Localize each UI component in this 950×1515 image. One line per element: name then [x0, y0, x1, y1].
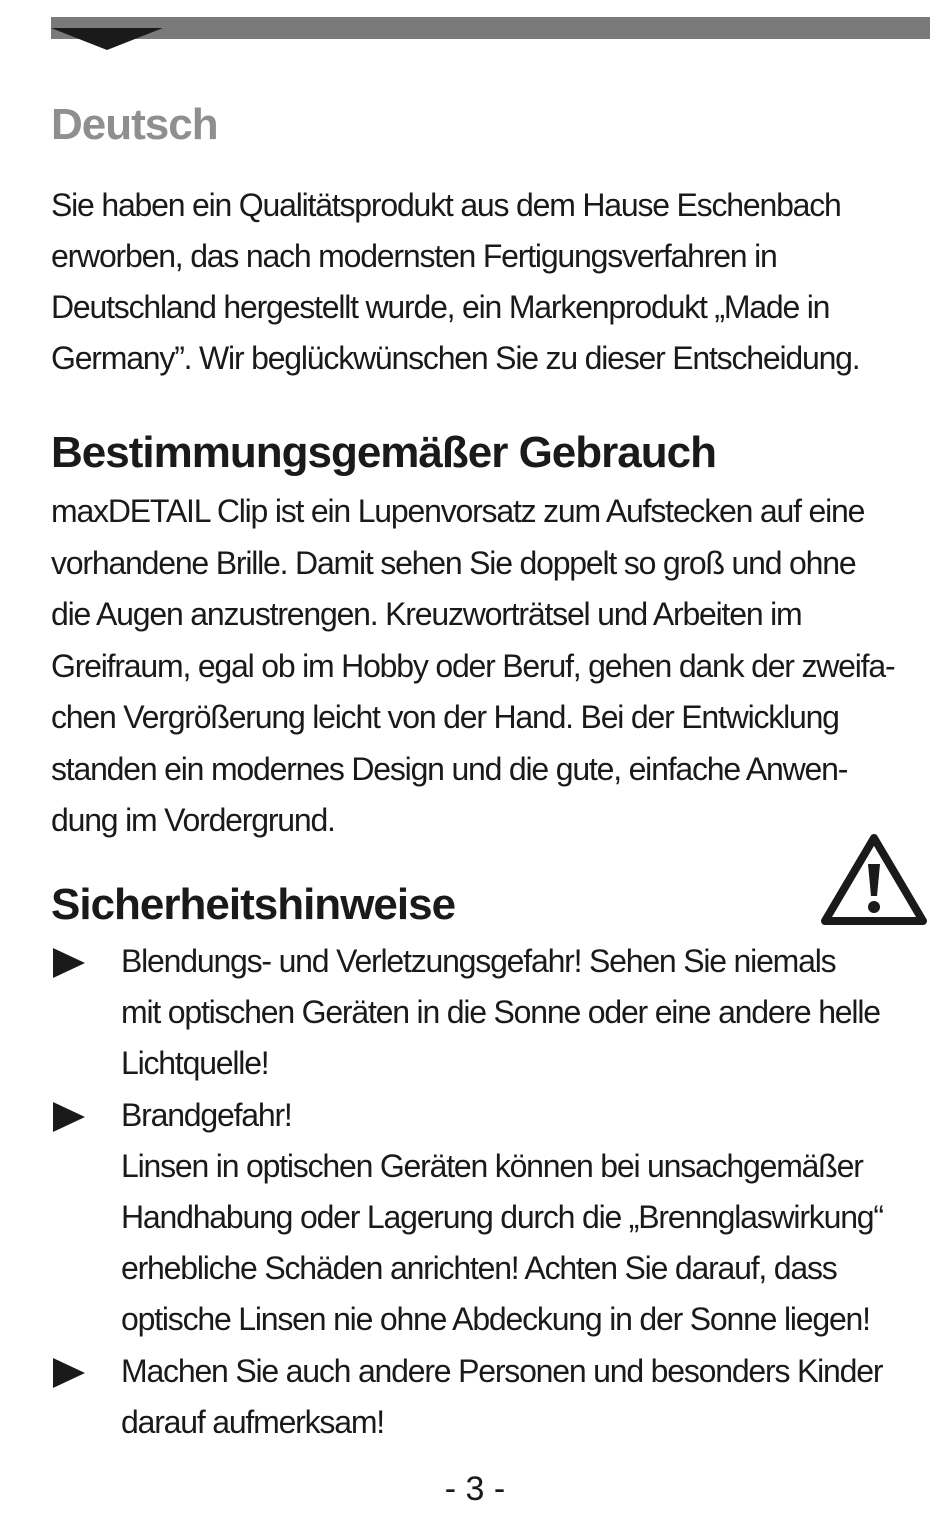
safety-item-line: optische Linsen nie ohne Abdeckung in der Sonne liegen!: [121, 1301, 870, 1338]
usage-heading: Bestimmungsgemäßer Gebrauch: [51, 428, 716, 477]
safety-item: [51, 1090, 931, 1346]
safety-item-line: Brandgefahr!: [121, 1096, 292, 1133]
usage-line: Greifraum, egal ob im Hobby oder Beruf, gehen dank der zweifa-: [51, 647, 895, 684]
language-heading: Deutsch: [51, 100, 218, 149]
safety-item-line: Lichtquelle!: [121, 1045, 269, 1082]
page-number: - 3 -: [444, 1470, 506, 1508]
header-rule: [51, 17, 930, 39]
safety-item-line: Linsen in optischen Geräten können bei unsachgemäßer: [121, 1147, 863, 1184]
usage-line: vorhandene Brille. Damit sehen Sie doppelt so groß und ohne: [51, 544, 856, 581]
safety-item-line: mit optischen Geräten in die Sonne oder eine andere helle: [121, 994, 880, 1031]
safety-item-line: erhebliche Schäden anrichten! Achten Sie darauf, dass: [121, 1250, 837, 1287]
intro-line: erworben, das nach modernsten Fertigungsverfahren in: [51, 238, 777, 274]
intro-line: Deutschland hergestellt wurde, ein Markenprodukt „Made in: [51, 289, 830, 325]
usage-line: dung im Vordergrund.: [51, 802, 335, 838]
usage-line: standen ein modernes Design und die gute, einfache Anwen-: [51, 750, 848, 787]
safety-item-line: Blendungs- und Verletzungsgefahr! Sehen Sie niemals: [121, 943, 836, 979]
safety-item: [51, 936, 931, 1090]
safety-item-line: Handhabung oder Lagerung durch die „Brennglaswirkung“: [121, 1199, 883, 1236]
safety-heading: Sicherheitshinweise: [51, 880, 456, 929]
bullet-arrow-icon: [53, 948, 85, 978]
safety-item: [51, 1346, 931, 1448]
bullet-arrow-icon: [53, 1358, 85, 1388]
warning-triangle-icon: [820, 832, 928, 926]
safety-item-line: Machen Sie auch andere Personen und besonders Kinder: [121, 1352, 883, 1389]
safety-item-line: darauf aufmerksam!: [121, 1403, 384, 1440]
usage-line: maxDETAIL Clip ist ein Lupenvorsatz zum Aufstecken auf eine: [51, 493, 865, 529]
intro-paragraph: [51, 180, 931, 384]
intro-line: Germany”. Wir beglückwünschen Sie zu dieser Entscheidung.: [51, 340, 860, 376]
usage-paragraph: [51, 486, 931, 847]
usage-line: chen Vergrößerung leicht von der Hand. Bei der Entwicklung: [51, 699, 839, 735]
header-rule-notch: [51, 28, 163, 50]
usage-line: die Augen anzustrengen. Kreuzworträtsel und Arbeiten im: [51, 596, 802, 632]
intro-line: Sie haben ein Qualitätsprodukt aus dem Hause Eschenbach: [51, 187, 841, 223]
bullet-arrow-icon: [53, 1102, 85, 1132]
safety-list: [51, 936, 931, 1448]
